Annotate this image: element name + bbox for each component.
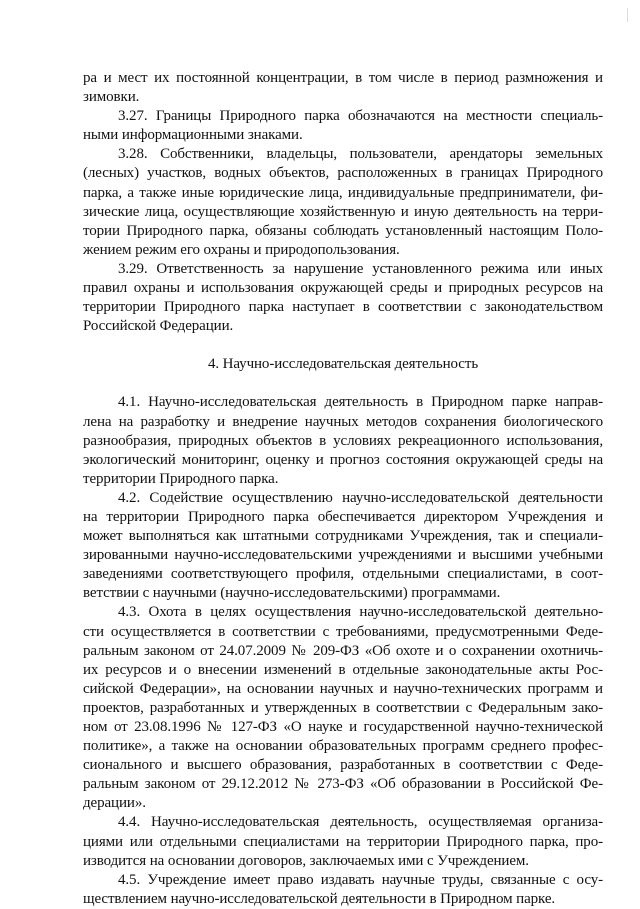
text-line: правил охраны и использования окружающей среды и природных ресурсов на xyxy=(83,280,603,297)
text-line: лена на разработку и внедрение научных методов сохранения биологического xyxy=(83,413,603,430)
text-line: ра и мест их постоянной концентрации, в том числе в период размножения и xyxy=(83,70,603,86)
text-line: сийской Федерации», на основании научных и научно-технических программ и xyxy=(83,680,603,697)
text-line: циями или отдельными специалистами на территории Природного парка, про- xyxy=(83,833,603,850)
text-line: ными информационными знаками. xyxy=(83,127,303,144)
text-line: может выполняться как штатными сотрудниками Учреждения, так и специали- xyxy=(83,528,603,545)
text-line: тории Природного парка, обязаны соблюдать установленный настоящим Поло- xyxy=(83,222,603,239)
text-line: политике», а также на основании образовательных программ среднего профес- xyxy=(83,738,603,755)
paragraph-4-4 xyxy=(83,813,603,870)
text-line: зимовки. xyxy=(83,89,140,106)
text-line: зированными научно-исследовательскими учреждениями и высшими учебными xyxy=(83,547,603,564)
text-line: сти осуществляется в соответствии с требованиями, предусмотренными Феде- xyxy=(83,623,603,640)
text-line: экологический мониторинг, оценку и прогноз состояния окружающей среды на xyxy=(83,451,603,468)
text-line: на территории Природного парка обеспечивается директором Учреждения и xyxy=(83,508,603,525)
text-line: парка, а также иные юридические лица, индивидуальные предприниматели, фи- xyxy=(83,184,603,201)
text-line: территории Природного парка наступает в соответствии с законодательством xyxy=(83,299,603,316)
text-line: 3.28. Собственники, владельцы, пользователи, арендаторы земельных xyxy=(118,146,603,163)
text-line: ветствии с научными (научно-исследовательскими) программами. xyxy=(83,585,501,602)
paragraph-3-28 xyxy=(83,145,603,260)
text-line: 4.1. Научно-исследовательская деятельность в Природном парке направ- xyxy=(118,394,603,411)
text-line: зические лица, осуществляющие хозяйственную и иную деятельность на терри- xyxy=(83,203,603,220)
text-line: ном от 23.08.1996 № 127-ФЗ «О науке и государственной научно-технической xyxy=(83,719,603,735)
text-line: заведениями соответствующего профиля, отдельными специалистами, в соот- xyxy=(83,566,603,583)
text-line: 3.29. Ответственность за нарушение установленного режима или иных xyxy=(118,260,603,277)
text-line: ральным законом от 24.07.2009 № 209-ФЗ «Об охоте и о сохранении охотничь- xyxy=(83,642,603,659)
text-line: проектов, разработанных и утвержденных в соответствии с Федеральным зако- xyxy=(83,699,603,716)
paragraph-4-1 xyxy=(83,393,603,488)
text-line: разнообразия, природных объектов в условиях рекреационного использования, xyxy=(83,432,603,449)
paragraph-3-27 xyxy=(83,107,603,145)
paragraph-4-5 xyxy=(83,871,603,909)
paragraph-4-3 xyxy=(83,603,603,813)
spacer xyxy=(83,374,603,393)
paragraph-3-29 xyxy=(83,260,603,336)
text-line: сионального и высшего образования, разработанных в соответствии с Феде- xyxy=(83,757,603,774)
spacer xyxy=(83,336,603,355)
text-line: 4.4. Научно-исследовательская деятельность, осуществляемая организа- xyxy=(118,814,603,831)
text-line: 4.5. Учреждение имеет право издавать научные труды, связанные с осу- xyxy=(118,871,603,888)
paragraph-4-2 xyxy=(83,489,603,604)
text-line: Российской Федерации. xyxy=(83,318,234,335)
text-line: изводится на основании договоров, заключаемых ими с Учреждением. xyxy=(83,852,529,869)
text-line: ральным законом от 29.12.2012 № 273-ФЗ «Об образовании в Российской Фе- xyxy=(83,776,603,793)
document-body xyxy=(83,69,603,909)
text-line: жением режим его охраны и природопользования. xyxy=(83,241,400,258)
text-line: дерации». xyxy=(83,795,146,812)
scan-mark xyxy=(627,8,628,22)
text-line: 4.2. Содействие осуществлению научно-исследовательской деятельности xyxy=(118,489,603,506)
paragraph-continuation xyxy=(83,69,603,107)
section-heading: 4. Научно-исследовательская деятельность xyxy=(207,356,479,373)
text-line: территории Природного парка. xyxy=(83,470,279,487)
text-line: 4.3. Охота в целях осуществления научно-исследовательской деятельно- xyxy=(118,604,603,621)
text-line: ществлением научно-исследовательской деятельности в Природном парке. xyxy=(83,890,556,907)
text-line: 3.27. Границы Природного парка обозначаются на местности специаль- xyxy=(118,108,603,125)
text-line: их ресурсов и о внесении изменений в отдельные законодательные акты Рос- xyxy=(83,661,603,678)
text-line: (лесных) участков, водных объектов, расположенных в границах Природного xyxy=(83,165,603,182)
